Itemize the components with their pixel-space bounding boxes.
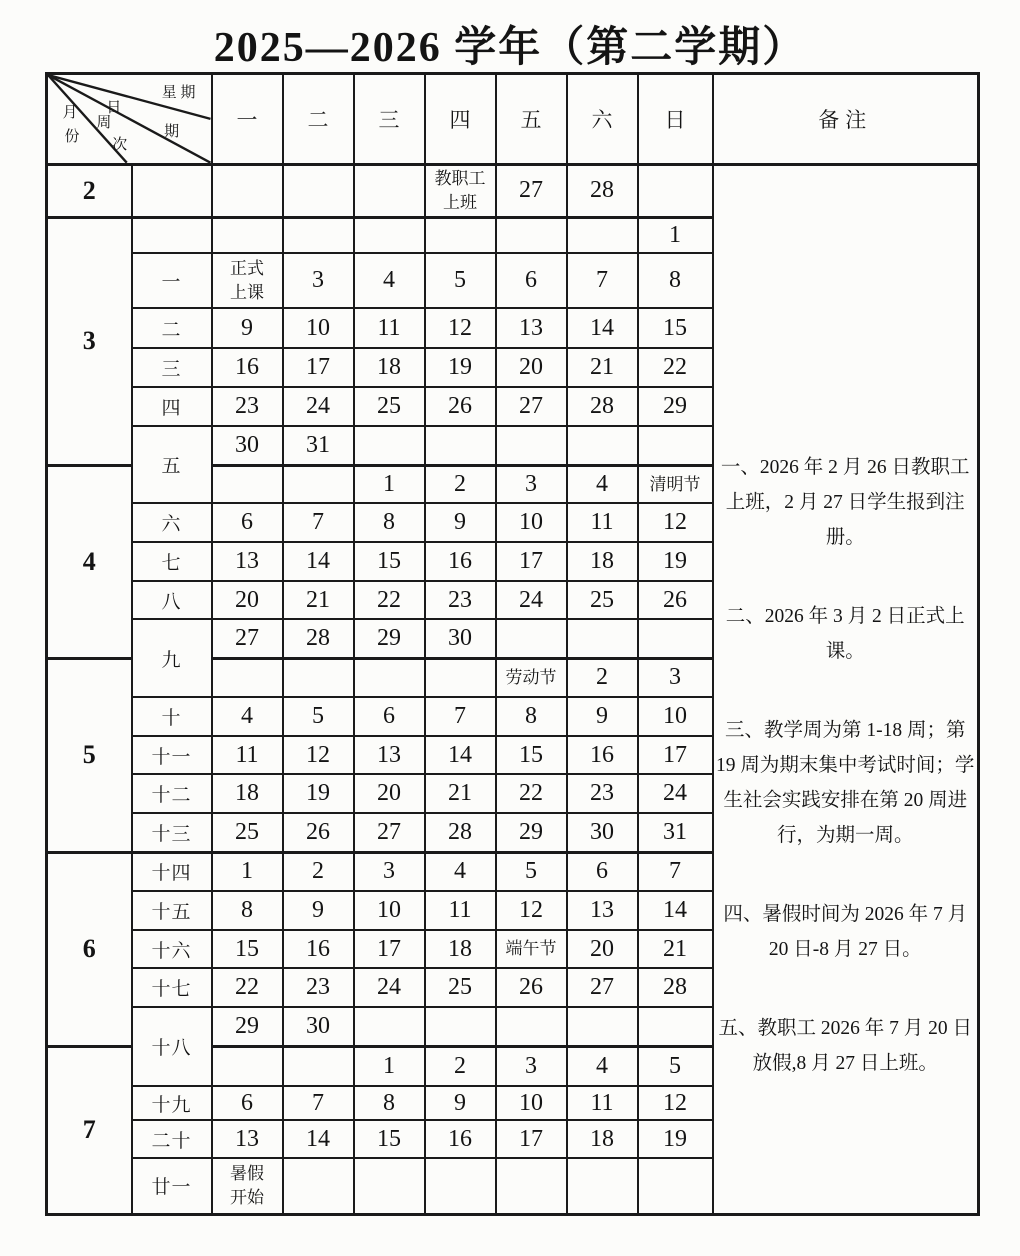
day-cell: 13 [354,736,425,774]
day-cell: 5 [496,852,567,891]
day-cell [425,658,496,697]
day-cell: 29 [212,1007,283,1046]
day-cell: 19 [638,1120,713,1158]
day-cell: 25 [212,813,283,852]
day-cell: 11 [567,1086,638,1120]
day-cell: 12 [638,503,713,542]
day-cell [354,1158,425,1214]
day-cell [567,1158,638,1214]
header-day-sat: 六 [567,74,638,165]
day-cell: 29 [354,619,425,658]
corner-label-week-2: 次 [112,136,128,153]
day-cell: 1 [354,465,425,503]
week-cell: 二十 [132,1120,212,1158]
event-cell: 清明节 [638,465,713,503]
day-cell: 25 [567,581,638,619]
day-cell: 10 [496,1086,567,1120]
day-cell: 3 [283,253,354,308]
week-cell: 九 [132,619,212,697]
month-cell: 4 [47,465,132,658]
day-cell: 21 [425,774,496,813]
day-cell: 24 [283,387,354,426]
day-cell: 24 [496,581,567,619]
day-cell: 20 [354,774,425,813]
day-cell [496,1007,567,1046]
day-cell: 8 [496,697,567,736]
remarks-cell [713,164,979,1214]
day-cell: 7 [283,503,354,542]
day-cell: 21 [283,581,354,619]
day-cell: 25 [354,387,425,426]
day-cell: 15 [354,542,425,581]
day-cell: 9 [283,891,354,930]
corner-label-week-1: 周 [96,114,112,131]
day-cell: 19 [638,542,713,581]
week-cell: 十二 [132,774,212,813]
day-cell: 4 [354,253,425,308]
day-cell: 18 [567,542,638,581]
day-cell: 12 [425,308,496,348]
day-cell: 20 [496,348,567,387]
day-cell: 10 [638,697,713,736]
day-cell: 27 [496,387,567,426]
day-cell: 19 [283,774,354,813]
day-cell: 1 [638,217,713,253]
week-cell: 十八 [132,1007,212,1086]
day-cell: 23 [425,581,496,619]
day-cell: 4 [567,465,638,503]
day-cell [283,1046,354,1086]
day-cell: 11 [212,736,283,774]
day-cell [638,164,713,217]
day-cell [354,164,425,217]
day-cell: 21 [567,348,638,387]
day-cell: 14 [283,542,354,581]
day-cell: 30 [212,426,283,465]
week-cell: 十 [132,697,212,736]
day-cell [283,465,354,503]
day-cell: 3 [496,465,567,503]
day-cell: 9 [212,308,283,348]
day-cell [496,619,567,658]
day-cell: 15 [638,308,713,348]
remark-note-2: 二、2026 年 3 月 2 日正式上课。 [725,605,965,662]
month-cell: 5 [47,658,132,852]
corner-label-date-2: 期 [164,123,180,140]
header-day-wed: 三 [354,74,425,165]
day-cell: 30 [425,619,496,658]
day-cell: 16 [425,542,496,581]
month-cell: 6 [47,852,132,1046]
day-cell: 17 [638,736,713,774]
day-cell: 2 [425,465,496,503]
day-cell: 18 [212,774,283,813]
day-cell [567,619,638,658]
day-cell: 10 [354,891,425,930]
day-cell [567,1007,638,1046]
day-cell [638,1007,713,1046]
day-cell [496,426,567,465]
day-cell [567,217,638,253]
week-cell: 八 [132,581,212,619]
calendar-table [45,72,980,1216]
day-cell: 17 [283,348,354,387]
calendar-body [47,164,979,1214]
day-cell [638,1158,713,1214]
day-cell: 26 [425,387,496,426]
day-cell: 25 [425,968,496,1007]
day-cell: 18 [354,348,425,387]
week-cell: 十五 [132,891,212,930]
week-cell: 二 [132,308,212,348]
day-cell: 23 [212,387,283,426]
day-cell: 5 [638,1046,713,1086]
day-cell: 15 [496,736,567,774]
header-day-mon: 一 [212,74,283,165]
day-cell: 11 [354,308,425,348]
month-cell: 7 [47,1046,132,1214]
day-cell [638,426,713,465]
day-cell: 22 [496,774,567,813]
day-cell [283,1158,354,1214]
day-cell: 17 [354,930,425,968]
day-cell: 16 [425,1120,496,1158]
week-cell: 七 [132,542,212,581]
day-cell: 23 [567,774,638,813]
day-cell: 12 [496,891,567,930]
week-cell: 十一 [132,736,212,774]
day-cell: 18 [567,1120,638,1158]
day-cell: 1 [212,852,283,891]
day-cell: 16 [283,930,354,968]
day-cell: 12 [638,1086,713,1120]
day-cell: 31 [638,813,713,852]
day-cell: 11 [567,503,638,542]
day-cell: 28 [567,164,638,217]
week-cell: 十九 [132,1086,212,1120]
day-cell: 4 [567,1046,638,1086]
day-cell: 2 [425,1046,496,1086]
header-remarks: 备注 [713,74,979,165]
day-cell: 8 [354,1086,425,1120]
day-cell: 15 [212,930,283,968]
corner-header-cell [47,74,212,165]
day-cell: 17 [496,542,567,581]
day-cell: 9 [567,697,638,736]
corner-label-date-1: 日 [106,99,122,116]
day-cell: 19 [425,348,496,387]
day-cell: 14 [567,308,638,348]
day-cell: 17 [496,1120,567,1158]
header-day-fri: 五 [496,74,567,165]
day-cell: 24 [638,774,713,813]
day-cell: 31 [283,426,354,465]
day-cell: 5 [283,697,354,736]
day-cell: 20 [567,930,638,968]
day-cell [638,619,713,658]
day-cell: 13 [212,1120,283,1158]
week-cell: 十三 [132,813,212,852]
month-cell: 3 [47,217,132,465]
day-cell: 7 [638,852,713,891]
month-cell: 2 [47,164,132,217]
day-cell: 6 [496,253,567,308]
day-cell [354,426,425,465]
day-cell: 4 [212,697,283,736]
day-cell: 26 [496,968,567,1007]
day-cell: 14 [283,1120,354,1158]
day-cell: 9 [425,1086,496,1120]
week-cell [132,164,212,217]
day-cell [354,658,425,697]
day-cell: 14 [638,891,713,930]
header-row [47,74,979,165]
remark-note-4: 四、暑假时间为 2026 年 7 月 20 日-8 月 27 日。 [723,903,968,960]
header-day-sun: 日 [638,74,713,165]
day-cell: 27 [567,968,638,1007]
header-day-tue: 二 [283,74,354,165]
day-cell [283,658,354,697]
day-cell: 29 [496,813,567,852]
remark-note-5: 五、教职工 2026 年 7 月 20 日放假,8 月 27 日上班。 [718,1017,972,1074]
event-cell: 端午节 [496,930,567,968]
day-cell [425,217,496,253]
day-cell: 16 [212,348,283,387]
event-cell: 暑假 开始 [212,1158,283,1214]
day-cell: 6 [212,503,283,542]
week-cell: 六 [132,503,212,542]
day-cell [283,164,354,217]
corner-label-month-1: 月 [62,104,78,121]
day-cell: 23 [283,968,354,1007]
day-cell [212,1046,283,1086]
day-cell: 5 [425,253,496,308]
day-cell: 6 [212,1086,283,1120]
day-cell: 28 [425,813,496,852]
day-cell: 4 [425,852,496,891]
day-cell: 7 [283,1086,354,1120]
day-cell: 15 [354,1120,425,1158]
day-cell [354,217,425,253]
day-cell: 7 [567,253,638,308]
week-cell: 三 [132,348,212,387]
day-cell [212,658,283,697]
day-cell: 2 [567,658,638,697]
day-cell: 10 [283,308,354,348]
day-cell [283,217,354,253]
day-cell [425,1158,496,1214]
event-cell: 教职工 上班 [425,164,496,217]
corner-label-month-2: 份 [64,128,80,145]
day-cell: 2 [283,852,354,891]
day-cell: 30 [283,1007,354,1046]
week-cell: 一 [132,253,212,308]
day-cell: 13 [212,542,283,581]
day-cell: 29 [638,387,713,426]
day-cell: 28 [567,387,638,426]
day-cell: 24 [354,968,425,1007]
week-cell: 十四 [132,852,212,891]
diagonal-lines-icon [48,75,211,163]
corner-label-weekday: 星 期 [161,84,196,101]
day-cell [425,426,496,465]
day-cell: 16 [567,736,638,774]
day-cell [496,217,567,253]
day-cell: 6 [567,852,638,891]
day-cell: 22 [212,968,283,1007]
day-cell: 7 [425,697,496,736]
day-cell: 11 [425,891,496,930]
calendar-row-0 [47,164,979,217]
day-cell: 1 [354,1046,425,1086]
week-cell: 十六 [132,930,212,968]
day-cell: 28 [638,968,713,1007]
day-cell: 28 [283,619,354,658]
week-cell [132,217,212,253]
day-cell: 13 [567,891,638,930]
remark-note-3: 三、教学周为第 1-18 周；第 19 周为期末集中考试时间；学生社会实践安排在第 20 周进行，为期一周。 [716,719,975,846]
day-cell: 27 [496,164,567,217]
week-cell: 廿一 [132,1158,212,1214]
day-cell: 27 [354,813,425,852]
day-cell: 26 [283,813,354,852]
day-cell: 21 [638,930,713,968]
day-cell: 8 [638,253,713,308]
day-cell: 30 [567,813,638,852]
day-cell: 8 [212,891,283,930]
day-cell: 3 [496,1046,567,1086]
day-cell: 14 [425,736,496,774]
day-cell [212,465,283,503]
day-cell: 13 [496,308,567,348]
day-cell: 9 [425,503,496,542]
day-cell: 3 [638,658,713,697]
day-cell: 6 [354,697,425,736]
day-cell [354,1007,425,1046]
event-cell: 正式 上课 [212,253,283,308]
day-cell [496,1158,567,1214]
day-cell [212,164,283,217]
day-cell: 8 [354,503,425,542]
day-cell: 20 [212,581,283,619]
day-cell: 10 [496,503,567,542]
day-cell: 27 [212,619,283,658]
day-cell [567,426,638,465]
day-cell: 22 [638,348,713,387]
day-cell [425,1007,496,1046]
remark-note-1: 一、2026 年 2 月 26 日教职工上班，2 月 27 日学生报到注册。 [720,456,970,548]
day-cell: 3 [354,852,425,891]
event-cell: 劳动节 [496,658,567,697]
day-cell: 12 [283,736,354,774]
day-cell: 18 [425,930,496,968]
week-cell: 四 [132,387,212,426]
day-cell: 22 [354,581,425,619]
day-cell: 26 [638,581,713,619]
week-cell: 十七 [132,968,212,1007]
page-title: 2025—2026 学年（第二学期） [213,25,807,71]
day-cell [212,217,283,253]
week-cell: 五 [132,426,212,503]
header-day-thu: 四 [425,74,496,165]
